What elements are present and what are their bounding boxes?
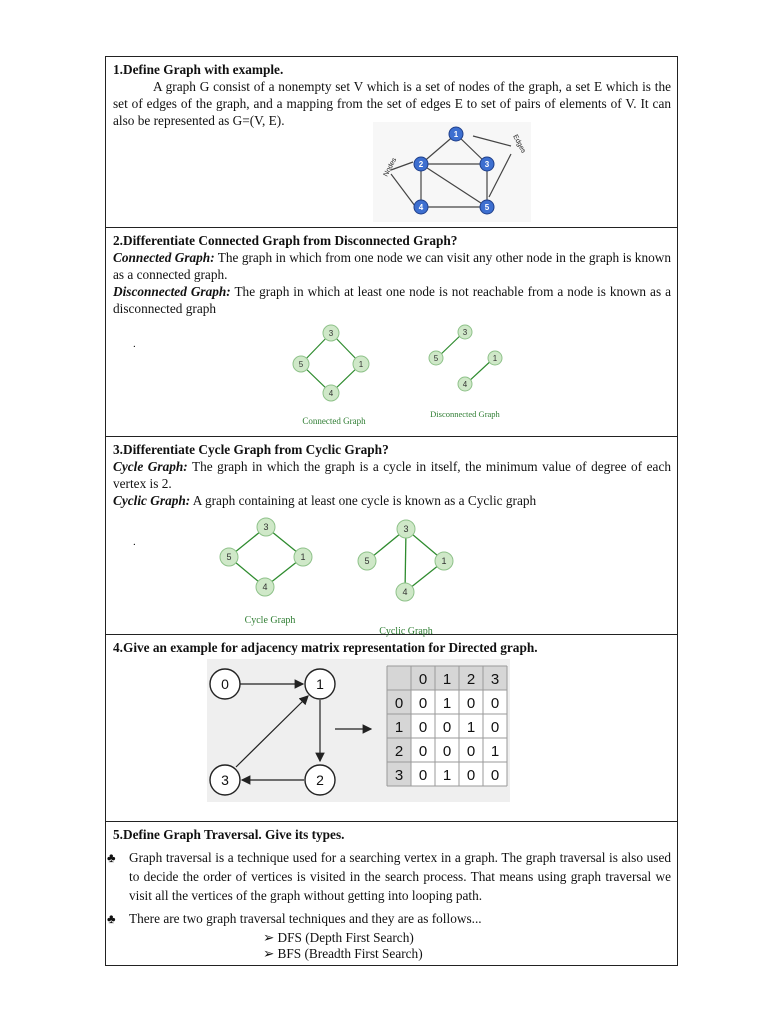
matrix-col-header: 3 (490, 671, 500, 688)
q3-title: 3.Differentiate Cycle Graph from Cyclic Graph? (113, 442, 389, 457)
graph-node-4-label: 4 (418, 203, 424, 212)
traversal-type-dfs-label: DFS (Depth First Search) (277, 930, 414, 945)
club-bullet-icon: ♣ (107, 850, 116, 865)
q3-term-cycle: Cycle Graph: (113, 459, 188, 474)
edges-label: Edges (511, 133, 527, 155)
graph-node-3-label: 3 (484, 160, 490, 169)
q3-text-cycle: The graph in which the graph is a cycle in itself, the minimum value of degree of each vertex is 2. (113, 459, 671, 491)
q2-text-disconnected: The graph in which at least one node is not reachable from a node is known as a disconnected graph (113, 284, 671, 316)
q3-definition-cycle (113, 458, 671, 492)
q2-term-disconnected: Disconnected Graph: (113, 284, 231, 299)
q5-title: 5.Define Graph Traversal. Give its types. (113, 827, 345, 842)
cg-node-1-label: 1 (358, 360, 364, 369)
disconnected-graph-figure (412, 323, 522, 423)
connected-graph-caption: Connected Graph (302, 416, 366, 426)
matrix-cell: 0 (466, 767, 476, 784)
dg-node-1-label: 1 (492, 354, 498, 363)
q1-graph-figure (373, 122, 531, 222)
matrix-cell: 0 (418, 767, 428, 784)
traversal-type-dfs (113, 930, 671, 946)
club-bullet-icon: ♣ (107, 911, 116, 926)
directed-graph-matrix-figure (207, 659, 510, 802)
q1-text: A graph G consist of a nonempty set V which is a set of nodes of the graph, a set E which is the set of edges of the graph, and a mapping from the set of edges E to set of pairs of elements of V. It can also be represented as G=(V, E). (113, 79, 671, 128)
cy-node-5-label: 5 (226, 552, 232, 562)
q1-title: 1.Define Graph with example. (113, 62, 284, 77)
cg-node-4-label: 4 (328, 389, 334, 398)
question-sheet (105, 56, 678, 966)
dg-vertex-0-label: 0 (221, 676, 229, 692)
matrix-col-header: 2 (466, 671, 476, 688)
traversal-type-bfs-label: BFS (Breadth First Search) (277, 946, 423, 961)
matrix-cell: 0 (442, 743, 452, 760)
matrix-cell: 0 (490, 767, 500, 784)
section-q2 (106, 228, 677, 437)
q5-bullet-1 (107, 848, 671, 905)
nodes-label: Nodes (382, 156, 399, 178)
arrow-bullet-icon: ➢ (263, 946, 275, 961)
matrix-cell: 0 (418, 695, 428, 712)
q2-dot: . (133, 338, 136, 350)
adjacency-matrix (387, 666, 507, 786)
q3-term-cyclic: Cyclic Graph: (113, 493, 191, 508)
q4-title: 4.Give an example for adjacency matrix representation for Directed graph. (113, 640, 538, 655)
dg-vertex-2-label: 2 (316, 772, 324, 788)
cyc-node-1-label: 1 (441, 556, 447, 566)
q5-bullet-2 (107, 909, 671, 928)
q2-definition-disconnected (113, 283, 671, 317)
matrix-cell: 1 (466, 719, 476, 736)
graph-node-5-label: 5 (484, 203, 490, 212)
matrix-cell: 0 (442, 719, 452, 736)
connected-graph-figure (281, 323, 381, 428)
cyc-node-4-label: 4 (402, 587, 408, 597)
matrix-row-header: 3 (394, 767, 404, 784)
matrix-cell: 1 (442, 695, 452, 712)
dg-node-3-label: 3 (462, 328, 468, 337)
dg-vertex-3-label: 3 (221, 772, 229, 788)
disconnected-graph-caption: Disconnected Graph (430, 409, 500, 419)
matrix-cell: 0 (418, 743, 428, 760)
section-q1 (106, 57, 677, 228)
cy-node-3-label: 3 (263, 522, 269, 532)
matrix-cell: 1 (442, 767, 452, 784)
dg-node-4-label: 4 (462, 380, 468, 389)
cyc-node-3-label: 3 (403, 524, 409, 534)
cycle-graph-figure (211, 517, 321, 632)
matrix-cell: 1 (490, 743, 500, 760)
q2-term-connected: Connected Graph: (113, 250, 215, 265)
q3-text-cyclic: A graph containing at least one cycle is known as a Cyclic graph (190, 493, 537, 508)
matrix-cell: 0 (418, 719, 428, 736)
q3-definition-cyclic (113, 492, 671, 509)
matrix-cell: 0 (466, 743, 476, 760)
matrix-row-header: 2 (394, 743, 404, 760)
cyclic-graph-caption: Cyclic Graph (379, 626, 433, 637)
q5-bullet-2-text: There are two graph traversal techniques and they are as follows... (129, 911, 482, 926)
dg-node-5-label: 5 (433, 354, 439, 363)
matrix-row-header: 0 (394, 695, 404, 712)
cyclic-graph-figure (346, 518, 466, 640)
matrix-col-header: 1 (442, 671, 452, 688)
traversal-type-bfs (113, 946, 671, 962)
q2-definition-connected (113, 249, 671, 283)
cg-node-5-label: 5 (298, 360, 304, 369)
section-q5 (106, 822, 677, 965)
cy-node-1-label: 1 (300, 552, 306, 562)
arrow-bullet-icon: ➢ (263, 930, 275, 945)
matrix-col-header: 0 (418, 671, 428, 688)
graph-node-2-label: 2 (418, 160, 424, 169)
matrix-cell: 0 (490, 719, 500, 736)
cycle-graph-caption: Cycle Graph (244, 615, 296, 626)
q5-bullet-1-text: Graph traversal is a technique used for a searching vertex in a graph. The graph traversal is also used to decide the order of vertices is visited in the search process. That means using graph traversal we visit all the vertices of the graph without getting into looping path. (129, 850, 671, 903)
section-q3 (106, 437, 677, 635)
q2-title: 2.Differentiate Connected Graph from Disconnected Graph? (113, 233, 458, 248)
matrix-cell: 0 (490, 695, 500, 712)
matrix-cell: 0 (466, 695, 476, 712)
matrix-row-header: 1 (394, 719, 404, 736)
cyc-node-5-label: 5 (364, 556, 370, 566)
section-q4 (106, 635, 677, 822)
q2-text-connected: The graph in which from one node we can visit any other node in the graph is known as a connected graph. (113, 250, 672, 282)
graph-node-1-label: 1 (453, 130, 459, 139)
dg-vertex-1-label: 1 (316, 676, 324, 692)
q3-dot: . (133, 536, 136, 548)
cg-node-3-label: 3 (328, 329, 334, 338)
cy-node-4-label: 4 (262, 582, 268, 592)
